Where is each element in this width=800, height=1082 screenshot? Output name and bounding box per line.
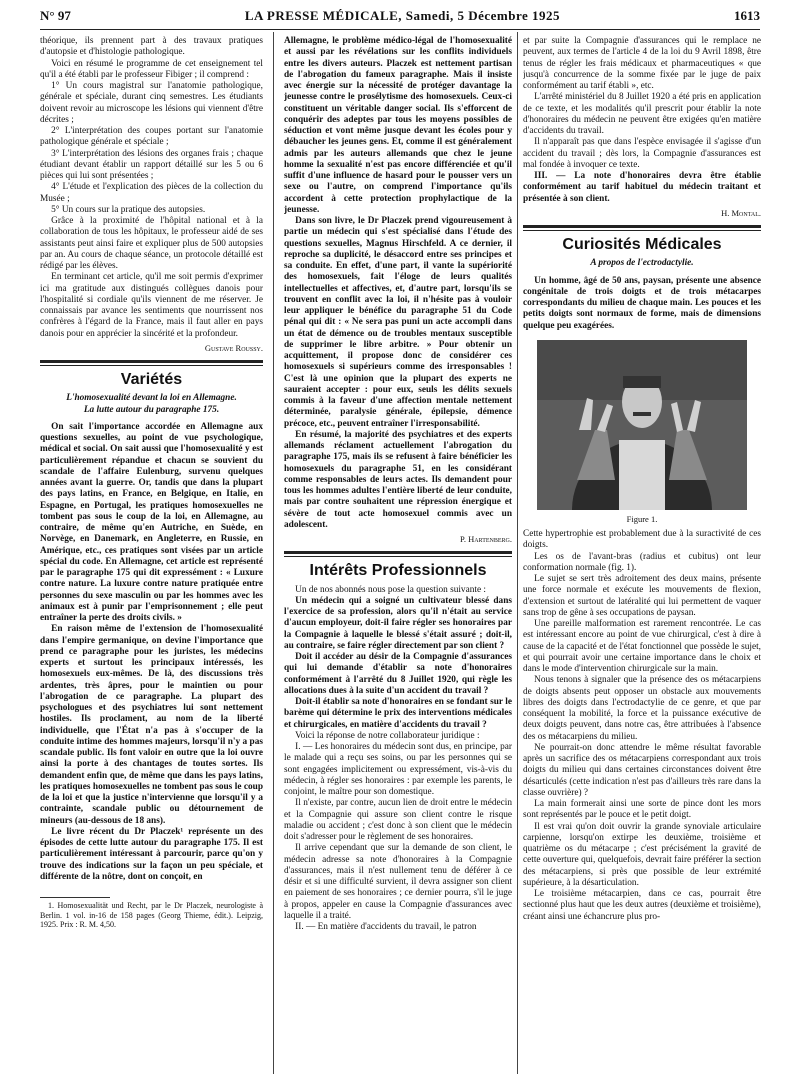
paragraph: Nous tenons à signaler que la présence des os métacarpiens de doigts absents peut opposer un obstacle aux mouvements libres des doigts dans l'ectrodactylie de ce genre, et que par conséquent la mobilité, la force et la puissance exécutive de deux doigts peuvent, dans notre cas, être attribuées à l'absence des os métacarpiens du milieu. bbox=[523, 675, 761, 742]
author-signature: H. Montal. bbox=[721, 207, 761, 218]
footnote-rule bbox=[40, 897, 110, 898]
paragraph: Le troisième métacarpien, dans ce cas, pourrait être sectionné plus haut que les deux autres (deuxième et troisième), créant ainsi une échancrure plus pro- bbox=[523, 889, 761, 922]
page-header bbox=[40, 8, 760, 28]
section-rule bbox=[523, 225, 761, 228]
paragraph: En terminant cet article, qu'il me soit permis d'exprimer ici ma gratitude aux distingués collègues danois pour l'hospitalité si cordiale qu'ils viennent de me réserver. Je connaissais par avance les sentiments que nourrissent nos confrères à l'égard de la France, mais il faut aller en pays danois pour en apprécier la sincérité et la profondeur. bbox=[40, 272, 263, 339]
article-subtitle: L'homosexualité devant la loi en Allemagne. bbox=[66, 393, 237, 404]
paragraph: Il n'apparaît pas que dans l'espèce envisagée il s'agisse d'un accident du travail ; dès lors, la Compagnie d'assurances est mal fondée à invoquer ce texte. bbox=[523, 137, 761, 170]
section-title: Curiosités Médicales bbox=[562, 236, 722, 253]
paragraph: L'arrêté ministériel du 8 Juillet 1920 a été pris en application de ce texte, et les modalités qu'il prescrit pour établir la note d'honoraires du médecin ne peuvent être exigées qu'en matière d'accidents du travail. bbox=[523, 92, 761, 136]
column-rule-1 bbox=[273, 32, 274, 1074]
figure-caption: Figure 1. bbox=[626, 513, 658, 524]
article-subtitle: A propos de l'ectrodactylie. bbox=[590, 258, 694, 269]
paragraph: On sait l'importance accordée en Allemagne aux questions sexuelles, au point de vue psychologique, médical et social. On sait aussi que l'homosexualité y est particulièrement répandue et chacun se souvient du scandale de l'affaire Eulenburg, survenu quelques années avant la guerre. Or, tandis que dans la plupart des pays latins, en France, en Belgique, en Italie, en Espagne, en Portugal, les pratiques homosexuelles ne tombent pas sous le coup de la loi, en Allemagne, au contraire, de même qu'en Autriche, en Suède, en Norvège, en Danemark, en Angleterre, en Russie, en Amérique, etc., ces pratiques sont visées par un article spécial du code. En Allemagne, cet article est représenté par le paragraphe 175 qui dit expressément : « Luxure contre nature. La luxure contre nature pratiquée entre personnes du sexe masculin ou par les hommes avec les animaux est à punir par l'emprisonnement ; elle peut entraîner la perte des droits civils. » bbox=[40, 421, 263, 623]
section-rule bbox=[40, 360, 263, 363]
column-2 bbox=[284, 36, 512, 1076]
paragraph: En résumé, la majorité des psychiatres et des experts allemands réclament actuellement l'abrogation du paragraphe 175, mais ils se refusent à faire bénéficier les homosexuels du paragraphe 51, en les considérant comme responsables de leurs actes. Ils demandent pour tous les hommes adultes l'entière liberté de leur conduite, mais par contre souhaitent une répression énergique et sévère de tout acte homosexuel commis avec un adolescent. bbox=[284, 429, 512, 530]
column-1 bbox=[40, 36, 263, 1076]
paragraph: Grâce à la proximité de l'hôpital national et à la collaboration de tous les hôpitaux, le professeur aidé de ses assistants peut ainsi faire et expliquer plus de 500 autopsies par an. Au cours de chaque séance, un protocole détaillé est rédigé par les élèves. bbox=[40, 216, 263, 271]
section-title: Intérêts Professionnels bbox=[309, 562, 487, 580]
paragraph: Voici en résumé le programme de cet enseignement tel qu'il a été établi par le professeur Fibiger ; il comprend : bbox=[40, 58, 263, 80]
list-item: 4° L'étude et l'explication des pièces de la collection du Musée ; bbox=[40, 182, 263, 204]
column-rule-2 bbox=[517, 32, 518, 1074]
list-item: 5° Un cours sur la pratique des autopsies. bbox=[51, 204, 206, 215]
section-rule bbox=[284, 551, 512, 554]
figure bbox=[523, 340, 761, 525]
paragraph: Les os de l'avant-bras (radius et cubitus) ont leur conformation normale (fig. 1). bbox=[523, 551, 761, 573]
paragraph: II. — En matière d'accidents du travail, le patron bbox=[295, 922, 477, 932]
journal-title: LA PRESSE MÉDICALE, Samedi, 5 Décembre 1925 bbox=[244, 8, 561, 23]
article-subtitle: La lutte autour du paragraphe 175. bbox=[83, 404, 220, 415]
paragraph: Il arrive cependant que sur la demande de son client, le médecin adresse sa note d'honoraires à la Compagnie d'assurances, mais il n'est nullement tenu de déférer à ce désir et si une difficulté survient, il devra assigner son client en paiement de ses honoraires ; ce dernier pourra, s'il le juge à propos, appeler en cause la Compagnie d'assurances avec laquelle il a traité. bbox=[284, 843, 512, 921]
paragraph: I. — Les honoraires du médecin sont dus, en principe, par le malade qui a reçu ses soins, ou par les personnes qui se sont engagées implicitement ou expressément, vis-à-vis du médecin, à régler ses honoraires : par exemple les parents, le conjoint, le maître pour son domestique. bbox=[284, 742, 512, 797]
paragraph: La main formerait ainsi une sorte de pince dont les mors sont représentés par le pouce et le petit doigt. bbox=[523, 799, 761, 821]
paragraph: Dans son livre, le Dr Placzek prend vigoureusement à partie un médecin qui s'est spécialisé dans l'étude des questions sexuelles, Magnus Hirschfeld. A ce dernier, il reproche sa duplicité, le désaccord entre ses principes et sa conduite. En effet, d'une part, il vante la supériorité des homosexuels, fait l'éloge de leurs qualités intellectuelles et affectives, et, d'autre part, lorsqu'ils se trouvent en conflit avec la loi, il n'hésite pas à vouloir leur appliquer le bénéfice du paragraphe 51 du Code pénal qui dit : « Ne sera pas puni un acte accompli dans un état de démence ou de troubles mentaux susceptible de supprimer le libre arbitre. » Pour obtenir un acquittement, il propose donc de considérer ces homosexuels si supérieurs comme des irresponsables ! C'est là une opinion que la plupart des experts ne sauraient accepter : pour eux, seuls les délits sexuels commis à la faveur d'une affection mentale nettement déterminée, paralysie générale, épilepsie, démence précoce, etc., peuvent entraîner l'irresponsabilité. bbox=[284, 216, 512, 429]
paragraph: Il n'existe, par contre, aucun lien de droit entre le médecin et la Compagnie qui assure son client contre le risque maladie ou accident ; c'est donc à son client que le médecin doit s'adresser pour le règlement de ses honoraires. bbox=[284, 798, 512, 842]
author-signature: P. Hartenberg. bbox=[460, 534, 512, 544]
list-item: 1° Un cours magistral sur l'anatomie pathologique, générale et spéciale, durant cinq semestres. Les étudiants doivent revoir au microscope les lésions qui viennent d'être décrites ; bbox=[40, 81, 263, 125]
list-item: 3° L'interprétation des lésions des organes frais ; chaque étudiant devant établir un rapport détaillé sur les 5 ou 6 pièces qui lui sont présentées ; bbox=[40, 148, 263, 181]
section-rule bbox=[284, 556, 512, 557]
header-rule bbox=[40, 29, 760, 30]
paragraph: Allemagne, le problème médico-légal de l'homosexualité et aussi par les révélations sur les conflits individuels entre les divers auteurs. Placzek est nettement partisan de l'abrogation du fameux paragraphe. Mais il insiste avec énergie sur la nécessité de protéger davantage la jeunesse contre le prosélytisme des homosexuels. Ceux-ci constituent un véritable danger social. Ils s'efforcent de conquérir des adeptes par tous les moyens possibles de séduction et vont même jusque devant les écoles pour y débaucher les jeunes gens. Et, comme il est généralement admis par les auteurs allemands que chez le jeune homme la sexualité n'est pas encore différenciée et qu'il suffit d'une influence de hasard pour le pousser vers un sexe ou l'autre, on comprend l'importance qu'ils accordent à cette protection prophylactique de la jeunesse. bbox=[284, 36, 512, 215]
section-title: Variétés bbox=[120, 371, 183, 388]
paragraph: Ne pourrait-on donc attendre le même résultat favorable après un sacrifice des os métacarpiens correspondant aux trois doigts du milieu qui dans certaines circonstances doivent être désarticulés (cette indication n'est pas d'ailleurs très rare dans la classe ouvrière) ? bbox=[523, 742, 761, 798]
paragraph: Doit il accéder au désir de la Compagnie d'assurances qui lui demande d'établir sa note d'honoraires conformément à l'arrêté du 8 Juillet 1920, qui règle les allocations dues à la suite d'un accident du travail ? bbox=[284, 652, 512, 696]
paragraph: Doit-il établir sa note d'honoraires en se fondant sur le barème qui détermine le prix des interventions médicales et chirurgicales, en matière d'accidents du travail ? bbox=[284, 697, 512, 730]
patient-photograph bbox=[537, 340, 747, 510]
paragraph: Cette hypertrophie est probablement due à la suractivité de ces doigts. bbox=[523, 529, 761, 551]
column-3 bbox=[523, 36, 761, 1076]
paragraph: Le sujet se sert très adroitement des deux mains, présente une force normale et exécute les mouvements de flexion, d'extension et surtout de latéralité qui lui permettent de vaquer sans trop de gêne à ses occupations de paysan. bbox=[523, 574, 761, 618]
paragraph: En raison même de l'extension de l'homosexualité dans l'empire germanique, on devine l'importance que prend ce paragraphe pour les juristes, les médecins experts et surtout les principaux intéressés, les homosexuels eux-mêmes. De là, des discussions très ardentes, très âpres, pour le maintien ou pour l'abrogation de ce paragraphe. La plupart des psychologues et des psychiatres lui sont nettement hostiles. Ils proclament, au nom de la liberté individuelle, que l'État n'a pas à s'occuper de la conduite intime des hommes majeurs, lorsqu'il n'y a pas scandale public. Ils font valoir en outre que la loi ouvre ainsi la porte à des chantages de toutes sortes. Ils demandent enfin que, de même que dans les pays latins, les pratiques homosexuelles ne tombent pas sous le coup de la loi et que la justice n'intervienne que lorsqu'il y a contrainte, scandale public ou détournement de mineurs (au-dessous de 18 ans). bbox=[40, 624, 263, 826]
paragraph: Il est vrai qu'on doit ouvrir la grande synoviale articulaire carpienne, lorsqu'on extirpe les deuxième, troisième et quatrième os du métacarpe ; c'est précisément la gravité de cette ouverture qui, quelquefois, devrait faire préférer la section des métacarpiens, si près que possible de leur extrémité supérieure, à la désarticulation. bbox=[523, 821, 761, 888]
page-number: 1613 bbox=[734, 8, 760, 23]
section-rule bbox=[523, 230, 761, 231]
paragraph: III. — La note d'honoraires devra être établie conformément au tarif habituel du médecin traitant et présentée à son client. bbox=[523, 171, 761, 204]
section-rule bbox=[40, 365, 263, 366]
paragraph: Un homme, âgé de 50 ans, paysan, présente une absence congénitale de trois doigts et de trois métacarpes correspondants du milieu de chaque main. Les pouces et les petits doigts sont normaux de forme, mais de dimensions quelque peu exagérées. bbox=[523, 275, 761, 331]
paragraph: théorique, ils prennent part à des travaux pratiques d'autopsie et d'histologie pathologique. bbox=[40, 36, 263, 58]
paragraph: Un médecin qui a soigné un cultivateur blessé dans l'exercice de sa profession, alors qu'il n'était au service d'aucun employeur, doit-il faire régler ses honoraires par la Compagnie à laquelle le blessé s'était assuré ; doit-il, au contraire, se faire régler directement par son client ? bbox=[284, 595, 512, 651]
patient-illustration bbox=[537, 340, 747, 510]
author-signature: Gustave Roussy. bbox=[204, 342, 263, 353]
paragraph: Une pareille malformation est rarement rencontrée. Le cas est intéressant encore au point de vue chirurgical, c'est à dire à cause de la capacité et de l'état fonctionnel que possède le sujet, et qui pourrait avoir une certaine importance dans le choix et dans le mode d'intervention chirurgicale sur la main. bbox=[523, 619, 761, 674]
footnote: 1. Homosexualität und Recht, par le Dr Placzek, neurologiste à Berlin. 1 vol. in-16 de 158 pages (Georg Thieme, édit.). Leipzig, 1925. Prix : R. M. 4,50. bbox=[40, 901, 263, 929]
list-item: 2° L'interprétation des coupes portant sur l'anatomie pathologique générale et spéciale ; bbox=[40, 126, 263, 148]
issue-number: N° 97 bbox=[40, 8, 71, 23]
paragraph: Un de nos abonnés nous pose la question suivante : bbox=[295, 584, 486, 595]
paragraph: et par suite la Compagnie d'assurances qui le remplace ne peuvent, aux termes de l'article 4 de la loi du 9 Avril 1898, être tenus de régler les frais médicaux et pharmaceutiques « que jusqu'à concurrence de la somme fixée par le juge de paix conformément au tarif établi », etc. bbox=[523, 36, 761, 91]
paragraph: Le livre récent du Dr Placzek¹ représente un des épisodes de cette lutte autour du paragraphe 175. Il est particulièrement intéressant à parcourir, parce qu'on y trouve des indications sur la façon un peu spéciale, et différente de la nôtre, dont on conçoit, en bbox=[40, 826, 263, 882]
paragraph: Voici la réponse de notre collaborateur juridique : bbox=[295, 730, 480, 741]
